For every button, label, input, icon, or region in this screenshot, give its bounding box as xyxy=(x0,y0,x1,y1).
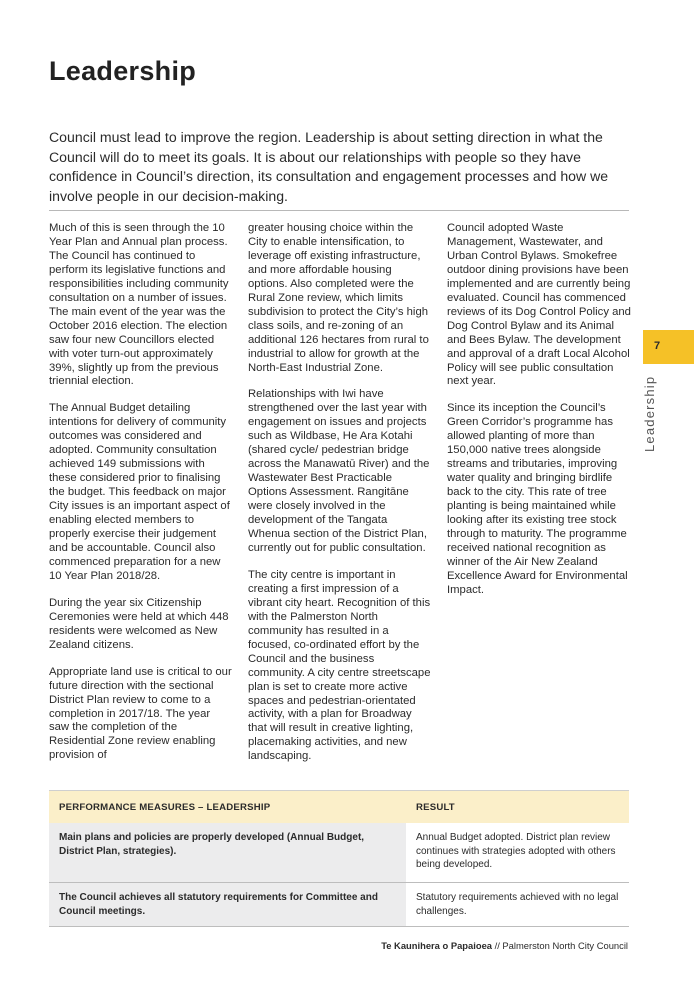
header-measures: PERFORMANCE MEASURES – LEADERSHIP xyxy=(49,791,406,824)
paragraph: Since its inception the Council’s Green Corridor’s programme has allowed planting of more than 150,000 native trees alongside streams and tributaries, improving water quality and bringing birdlife back to the city. This rate of tree planting is being maintained while looking after its existing tree stock through to maturity. The programme received national recognition as winner of the Air New Zealand Excellence Award for Environmental Impact. xyxy=(447,402,628,596)
text-column-2 xyxy=(248,222,432,777)
result-cell: Annual Budget adopted. District plan review continues with strategies adopted with others being developed. xyxy=(406,823,629,883)
table-header-row xyxy=(49,791,629,824)
table-row xyxy=(49,823,629,883)
paragraph: The city centre is important in creating a first impression of a vibrant city heart. Recognition of this with the Palmerston North community has resulted in a focused, co-ordinated effort by the Council and the business community. A city centre streetscape plan is set to create more active spaces and pedestrian-orientated activity, with a plan for Broadway that will result in creative lighting, placemaking activities, and new landscaping. xyxy=(248,568,431,763)
footer-org-maori: Te Kaunihera o Papaioea xyxy=(381,940,492,951)
measure-cell: The Council achieves all statutory requirements for Committee and Council meetings. xyxy=(49,883,406,927)
footer-separator: // xyxy=(492,940,503,951)
result-cell: Statutory requirements achieved with no legal challenges. xyxy=(406,883,629,927)
page-number: 7 xyxy=(654,340,661,352)
section-side-label xyxy=(642,375,660,458)
page-number-tab xyxy=(643,330,694,364)
paragraph: During the year six Citizenship Ceremonies were held at which 448 residents were welcomed as New Zealand citizens. xyxy=(49,596,229,651)
paragraph: Much of this is seen through the 10 Year Plan and Annual plan process. The Council has continued to perform its legislative functions and responsibilities including community consultation on a number of issues. The main event of the year was the October 2016 election. The election saw four new Councillors elected with voter turn-out approximately 39%, slightly up from the previous triennial election. xyxy=(49,222,229,388)
divider xyxy=(49,210,629,211)
side-label-text: Leadership xyxy=(642,375,657,452)
footer-org-english: Palmerston North City Council xyxy=(502,940,628,951)
performance-measures-table xyxy=(49,790,629,927)
measure-cell: Main plans and policies are properly developed (Annual Budget, District Plan, strategies). xyxy=(49,823,406,883)
page-footer xyxy=(381,940,628,951)
paragraph: greater housing choice within the City to enable intensification, to leverage off existing infrastructure, and more affordable housing options. Also completed were the Rural Zone review, which limits subdivision to protect the City’s high class soils, and re-zoning of an additional 126 hectares from rural to industrial to allow for growth at the North-East Industrial Zone. xyxy=(248,222,429,374)
paragraph: Appropriate land use is critical to our future direction with the sectional District Plan review to come to a completion in 2017/18. The year saw the completion of the Residential Zone review enabling provision of xyxy=(49,665,232,762)
intro-paragraph: Council must lead to improve the region. Leadership is about setting direction in what the Council will do to meet its goals. It is about our relationships with people so they have confidence in Council’s direction, its consultation and engagement processes and how we involve people in our decision-making. xyxy=(49,129,609,204)
table-row xyxy=(49,883,629,927)
text-column-3 xyxy=(447,222,631,611)
paragraph: The Annual Budget detailing intentions for delivery of community outcomes was considered and adopted. Community consultation achieved 149 submissions with these considered prior to finalising the budget. This feedback on major City issues is an important aspect of enabling elected members to properly exercise their judgement and be accountable. Council also commenced preparation for a new 10 Year Plan 2018/28. xyxy=(49,402,230,582)
page-title: Leadership xyxy=(49,56,197,86)
header-result: RESULT xyxy=(406,791,629,824)
text-column-1 xyxy=(49,222,233,776)
paragraph: Council adopted Waste Management, Wastewater, and Urban Control Bylaws. Smokefree outdoor dining provisions have been implemented and are currently being evaluated. Council has commenced reviews of its Dog Control Policy and Dog Control Bylaw and its Animal and Bees Bylaw. The development and approval of a draft Local Alcohol Policy will see public consultation next year. xyxy=(447,222,631,388)
paragraph: Relationships with Iwi have strengthened over the last year with engagement on issues and projects such as Wildbase, He Ara Kotahi (shared cycle/ pedestrian bridge across the Manawatū River) and the Wastewater Best Practicable Options Assessment. Rangitāne were closely involved in the development of the Tangata Whenua section of the District Plan, currently out for public consultation. xyxy=(248,388,430,554)
